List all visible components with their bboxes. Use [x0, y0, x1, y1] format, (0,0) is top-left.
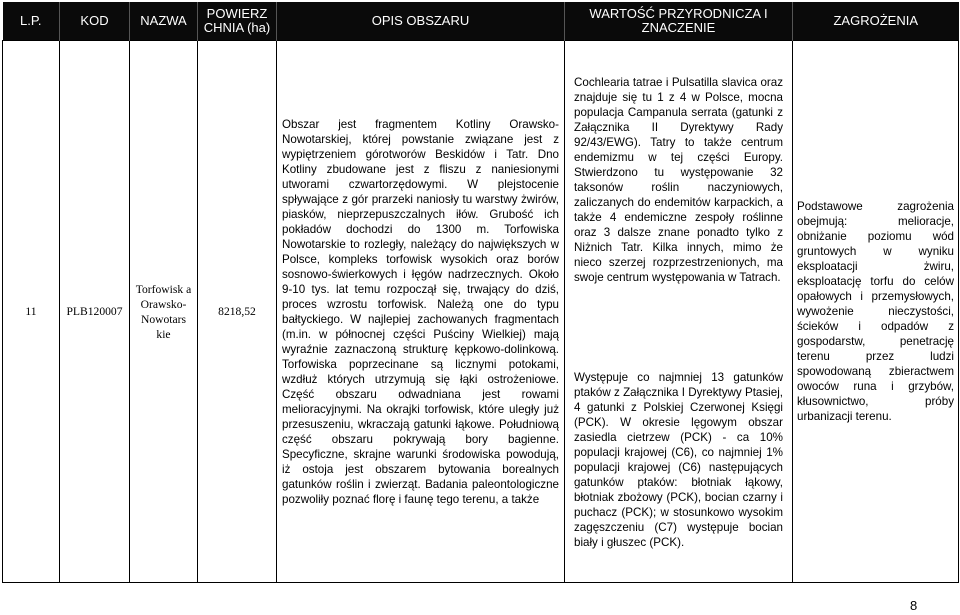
- wartosc-text-bottom: Występuje co najmniej 13 gatunków ptaków z Załącznika I Dyrektywy Ptasiej, 4 gatunki z Polskiej Czerwonej Księgi (PCK). W okresie lęgowym obszar zasiedla cietrzew (PCK) - ca 10% populacji krajowej (C6), co najmniej 1% populacji krajowej (C6) następujących gatunków ptaków: błotniak łąkowy, błotniak zbożowy (PCK), bocian czarny i puchacz (PCK); w stosunkowo wysokim zagęszczeniu (C7) występuje bocian biały i głuszec (PCK).: [574, 371, 783, 549]
- header-opis: OPIS OBSZARU: [277, 2, 565, 41]
- cell-nazwa: Torfowisk a Orawsko-Nowotars kie: [130, 41, 198, 583]
- cell-powierzchnia: 8218,52: [198, 41, 277, 583]
- table-row: [3, 41, 959, 583]
- cell-zagrozenia: Podstawowe zagrożenia obejmują: melioracje, obniżanie poziomu wód gruntowych w wyniku eksploatacji żwiru, eksploatację torfu do celów opałowych i przemysłowych, wywożenie nieczystości, ścieków i odpadów z gospodarstw, penetrację terenu przez ludzi spowodowaną zbieractwem owoców runa i grzybów, kłusownictwo, próby urbanizacji terenu.: [793, 41, 959, 583]
- table-header-row: [3, 2, 959, 41]
- opis-text: Obszar jest fragmentem Kotliny Orawsko-Nowotarskiej, której powstanie związane jest z wypiętrzeniem górotworów Beskidów i Tatr. Dno Kotliny zbudowane jest z fliszu z naniesionymi utworami czwartorzędowymi. W plejstocenie spływające z gór prarzeki naniosły tu warstwy żwirów, piasków, nieprzepuszczalnych iłów. Grubość ich pokładów dochodzi do 1300 m. Torfowiska Nowotarskie to rozległy, należący do największych w Polsce, kompleks torfowisk wysokich oraz borów sosnowo-świerkowych i łęgów nadrzecznych. Około 9-10 tys. lat temu rozpoczął się, trwający do dziś, proces wzrostu torfowisk. Należą one do typu bałtyckiego. W najlepiej zachowanych fragmentach (m.in. w północnej części Puściny Wielkiej) mają wyraźnie zaznaczoną strukturę kępkowo-dolinkową. Torfowiska poprzecinane są licznymi potokami, wzdłuż których utrzymują się łąki ostrożeniowe. Część obszaru odwadniana jest rowami melioracyjnymi. Na okrajki torfowisk, które uległy już przesuszeniu, wkraczają gatunki łąkowe. Południową część obszaru pokrywają bory bagienne. Specyficzne, skrajne warunki środowiska powodują, iż ostoja jest obszarem bytowania borealnych gatunków roślin i zwierząt. Badania paleontologiczne pozwoliły poznać florę i faunę tego terenu, a także: [282, 117, 559, 506]
- wartosc-text-top: Cochlearia tatrae i Pulsatilla slavica oraz znajduje się tu 1 z 4 w Polsce, mocna populacja Campanula serrata (gatunki z Załącznika II Dyrektywy Rady 92/43/EWG). Tatry to także centrum endemizmu w tej części Europy. Stwierdzono tu występowanie 32 taksonów roślin naczyniowych, zaliczanych do endemitów karpackich, a także 4 endemiczne zespoły roślinne oraz 3 dalsze znane ponadto tylko z Niżnich Tatr. Kilka innych, mimo że nieco szerzej rozprzestrzenionych, ma swoje centrum występowania w Tatrach.: [574, 76, 783, 284]
- header-powierzchnia: POWIERZ CHNIA (ha): [198, 2, 277, 41]
- header-kod: KOD: [60, 2, 130, 41]
- cell-lp: 11: [3, 41, 60, 583]
- cell-wartosc: [565, 41, 793, 583]
- header-zagrozenia: ZAGROŻENIA: [793, 2, 959, 41]
- header-wartosc: WARTOŚĆ PRZYRODNICZA I ZNACZENIE: [565, 2, 793, 41]
- header-lp: L.P.: [3, 2, 60, 41]
- page-number: 8: [910, 598, 918, 613]
- natura-sites-table: [2, 2, 959, 583]
- cell-opis: [277, 41, 565, 583]
- header-nazwa: NAZWA: [130, 2, 198, 41]
- cell-kod: PLB120007: [60, 41, 130, 583]
